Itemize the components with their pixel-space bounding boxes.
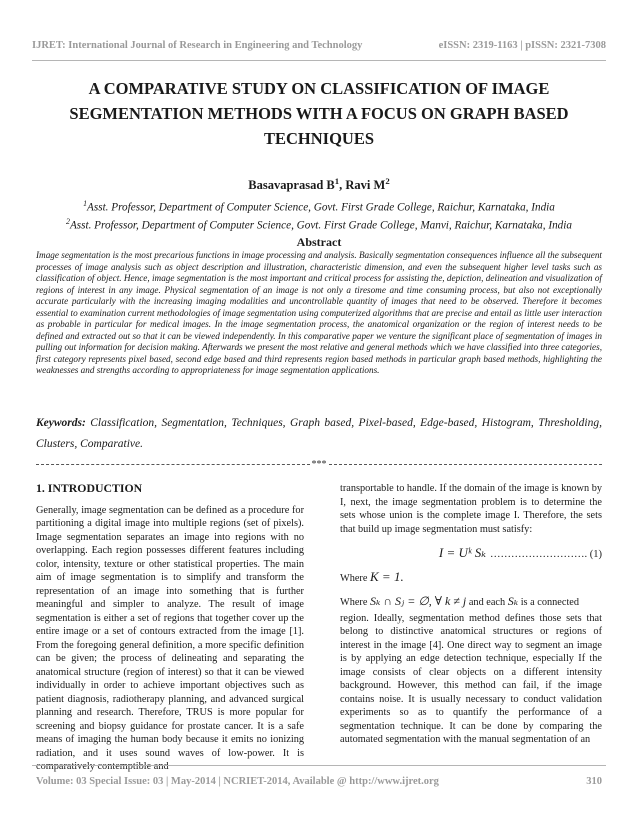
running-header [32, 40, 606, 51]
where-clause-1: Where K = 1. [340, 568, 404, 584]
equation-1-number: ………………………. (1) [490, 549, 602, 560]
separator-dash-right [329, 464, 603, 465]
equation-1-math: I = Uᵏ Sₖ [438, 545, 486, 560]
author-1-name: Basavaprasad B [248, 178, 335, 193]
intro-paragraph-3: region. Ideally, segmentation method defines those sets that belong to distinctive anatomical structures or regions of interest in the image [4]. One direct way to segment an image is by applying an edge detection technique, especially If the image consists of clear objects on a different intensity background. However, this method can fail, if the image contains noise. It is usually necessary to conduct validation experiments so as to quantify the performance of a segmentation technique. It can be done by comparing the automated segmentation with the manual segmentation of an [340, 612, 602, 745]
where-clause-2: Where Sₖ ∩ Sⱼ = ∅, ∀ k ≠ j and each Sₖ is a connected [340, 594, 580, 608]
header-rule [32, 60, 606, 61]
journal-name: IJRET: International Journal of Research in Engineering and Technology [32, 40, 363, 51]
author-2-sup: 2 [385, 176, 390, 186]
author-separator: , [339, 178, 346, 193]
affiliations [20, 197, 618, 232]
intro-paragraph-1: Generally, image segmentation can be defined as a procedure for partitioning a digital image into multiple regions (set of pixels). Image segmentation separates an image into regions with no overlapping. Each region possesses different features including color, intensity, texture or other statistical properties. The main aim of image segmentation is to simplify and transform the representation of an image into something that is further meaningful and simpler to analyze. The result of image segmentation is either a set of regions that together cover up the entire image or a set of contours extracted from the image [1]. From the foregoing general definition, a more specific definition can be given; the process of delineating and separating the anatomical structure (region of interest) so that it can be viewed individually in order to achieve important objectives such as patient diagnosis, radiotherapy planning, and advanced surgical planning and research. Therefore, TRUS is more popular for screening and biopsy guidance for prostate cancer. It is a safe means of imaging the human body because it emits no ionizing radiation, and it uses sound waves of low-power. It is comparatively contemptible and [36, 504, 304, 772]
right-column [340, 482, 602, 747]
where-clause-2-math: Sₖ ∩ Sⱼ = ∅, ∀ k ≠ j [370, 594, 467, 608]
affiliation-2: $^2$Asst. Professor, Department of Computer Science, Govt. First Grade College, Manvi, Raichur, Karnataka, India [66, 216, 572, 232]
where-clause-1-math: K = 1. [370, 568, 404, 584]
equation-1 [340, 546, 602, 562]
keywords [36, 413, 602, 455]
author-1-sup: 1 [334, 176, 340, 186]
intro-paragraph-2: transportable to handle. If the domain of the image is known by I, next, the image segmentation problem is to determine the sets whose union is the complete image I. Therefore, the sets that build up image segmentation must satisfy: [340, 483, 602, 535]
separator-dash-left [36, 464, 310, 465]
issn-info: eISSN: 2319-1163 | pISSN: 2321-7308 [438, 40, 606, 51]
separator-mark: *** [311, 458, 327, 470]
footer-volume-info: Volume: 03 Special Issue: 03 | May-2014 | NCRIET-2014, Available @ http://www.ijret.org [36, 776, 439, 787]
left-column [36, 482, 304, 774]
keywords-text: Classification, Segmentation, Techniques, Graph based, Pixel-based, Edge-based, Histogram, Thresholding, Clusters, Comparative. [36, 417, 602, 450]
abstract-heading: Abstract [296, 235, 342, 249]
keywords-label: Keywords: [36, 417, 86, 429]
page-number: 310 [586, 776, 602, 787]
where-clause-2-math-2: Sₖ [507, 594, 519, 608]
intro-heading: 1. INTRODUCTION [36, 481, 143, 495]
affiliation-1: $^1$Asst. Professor, Department of Computer Science, Govt. First Grade College, Raichur, Karnataka, India [83, 199, 555, 214]
running-footer [36, 776, 602, 787]
author-2-name: Ravi M [345, 178, 386, 193]
footer-rule [32, 765, 606, 766]
section-separator [36, 458, 602, 470]
authors-line [0, 176, 638, 193]
abstract-text: Image segmentation is the most precarious functions in image processing and analysis. Basically segmentation consequences influence all the subsequent processes of image analysis such as object description and illustration, characteristic dimension, and even the subsequent higher level tasks such as classification of object. Hence, image segmentation is the most important and critical process for assisting the, depiction, delineation and visualization of regions of interest in any image. Physical segmentation of an image is not only a tiresome and time consuming process, but also not exceptionally accurate particularly with the increasing imaging modalities and uncontrollable quantity of images that need to be observed. Therefore it becomes essential to examination current methodologies of image segmentation using computerized algorithms that are precise and entail as little user interaction as probable in particular for medical images. In the image segmentation process, the anatomical organization or the region of interest needs to be defined and extracted out so that it can be viewed independently. In this comparative paper we venture the significant place of segmentation of images in pulling out information for decision making. Afterwards we present the most relative and general methods which we have classified into three categories, first category represents pixel based, second edge based and third represents region based methods in particular graph based methods, highlighting the weaknesses and strengths according to appropriateness for image segmentation applications. [36, 250, 602, 376]
paper-title: A COMPARATIVE STUDY ON CLASSIFICATION OF IMAGE SEGMENTATION METHODS WITH A FOCUS ON GRAPH BASED TECHNIQUES [69, 79, 569, 148]
